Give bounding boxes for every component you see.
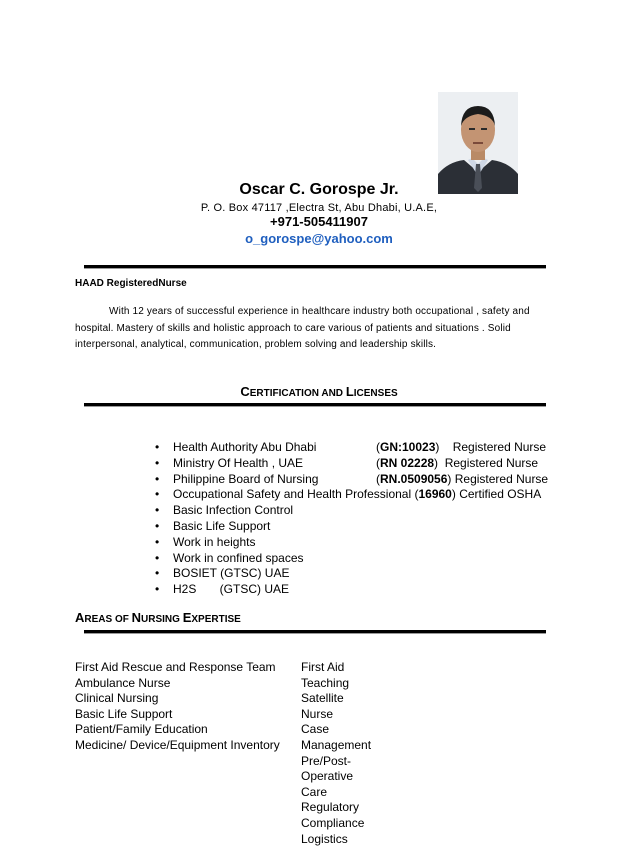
list-item: Regulatory Compliance: [301, 800, 365, 830]
list-item: • Basic Life Support: [155, 518, 271, 533]
expertise-column-right: [301, 660, 371, 847]
expertise-column-left: [75, 660, 280, 754]
address: P. O. Box 47117 ,Electra St, Abu Dhabi, U.A.E,: [200, 202, 438, 214]
list-item: Ambulance Nurse: [75, 675, 171, 690]
profile-summary: [75, 304, 545, 354]
section-heading-certifications: CERTIFICATION AND LICENSES: [240, 384, 398, 399]
profile-photo: [438, 92, 518, 194]
list-item: • Work in heights: [155, 534, 256, 549]
list-item: • Ministry Of Health , UAE (RN 02228) Registered Nurse: [155, 455, 539, 470]
list-item: Clinical Nursing: [75, 691, 159, 706]
professional-title: HAAD RegisteredNurse: [75, 278, 187, 289]
list-item: Pre/Post-Operative Care: [301, 753, 354, 799]
list-item: Satellite Nurse: [301, 691, 344, 721]
candidate-name: Oscar C. Gorospe Jr.: [239, 181, 399, 198]
list-item: Patient/Family Education: [75, 722, 208, 737]
list-item: First Aid Teaching: [301, 660, 350, 690]
phone-number: +971-505411907: [270, 214, 368, 229]
expertise-columns: [75, 660, 372, 846]
list-item: First Aid Rescue and Response Team: [75, 660, 276, 674]
certifications-divider: [84, 403, 546, 407]
summary-text: With 12 years of successful experience in healthcare industry both occupational , safety and hospital. Mastery of skills and holistic approach to care various of patients and situations . Solid interpersonal, analytical, communication, problem solving and leadership skills.: [75, 306, 530, 350]
certifications-list: [155, 440, 555, 598]
list-item: • Occupational Safety and Health Professional (16960) Certified OSHA: [155, 487, 542, 502]
list-item: • BOSIET (GTSC) UAE: [155, 566, 290, 581]
list-item: Medicine/ Device/Equipment Inventory: [75, 737, 280, 752]
email-address[interactable]: o_gorospe@yahoo.com: [245, 231, 393, 246]
section-heading-nursing-expertise: AREAS OF NURSING EXPERTISE: [75, 610, 241, 625]
header-divider: [84, 265, 546, 269]
list-item: Logistics: [301, 831, 348, 846]
list-item: • Work in confined spaces: [155, 550, 304, 565]
list-item: Basic Life Support: [75, 706, 173, 721]
list-item: • Philippine Board of Nursing (RN.0509056) Registered Nurse: [155, 471, 549, 486]
list-item: • Basic Infection Control: [155, 503, 294, 518]
list-item: Case Management: [301, 722, 372, 752]
list-item: • Health Authority Abu Dhabi (GN:10023) Registered Nurse: [155, 440, 547, 454]
expertise-divider: [84, 630, 546, 634]
list-item: • H2S (GTSC) UAE: [155, 582, 290, 597]
